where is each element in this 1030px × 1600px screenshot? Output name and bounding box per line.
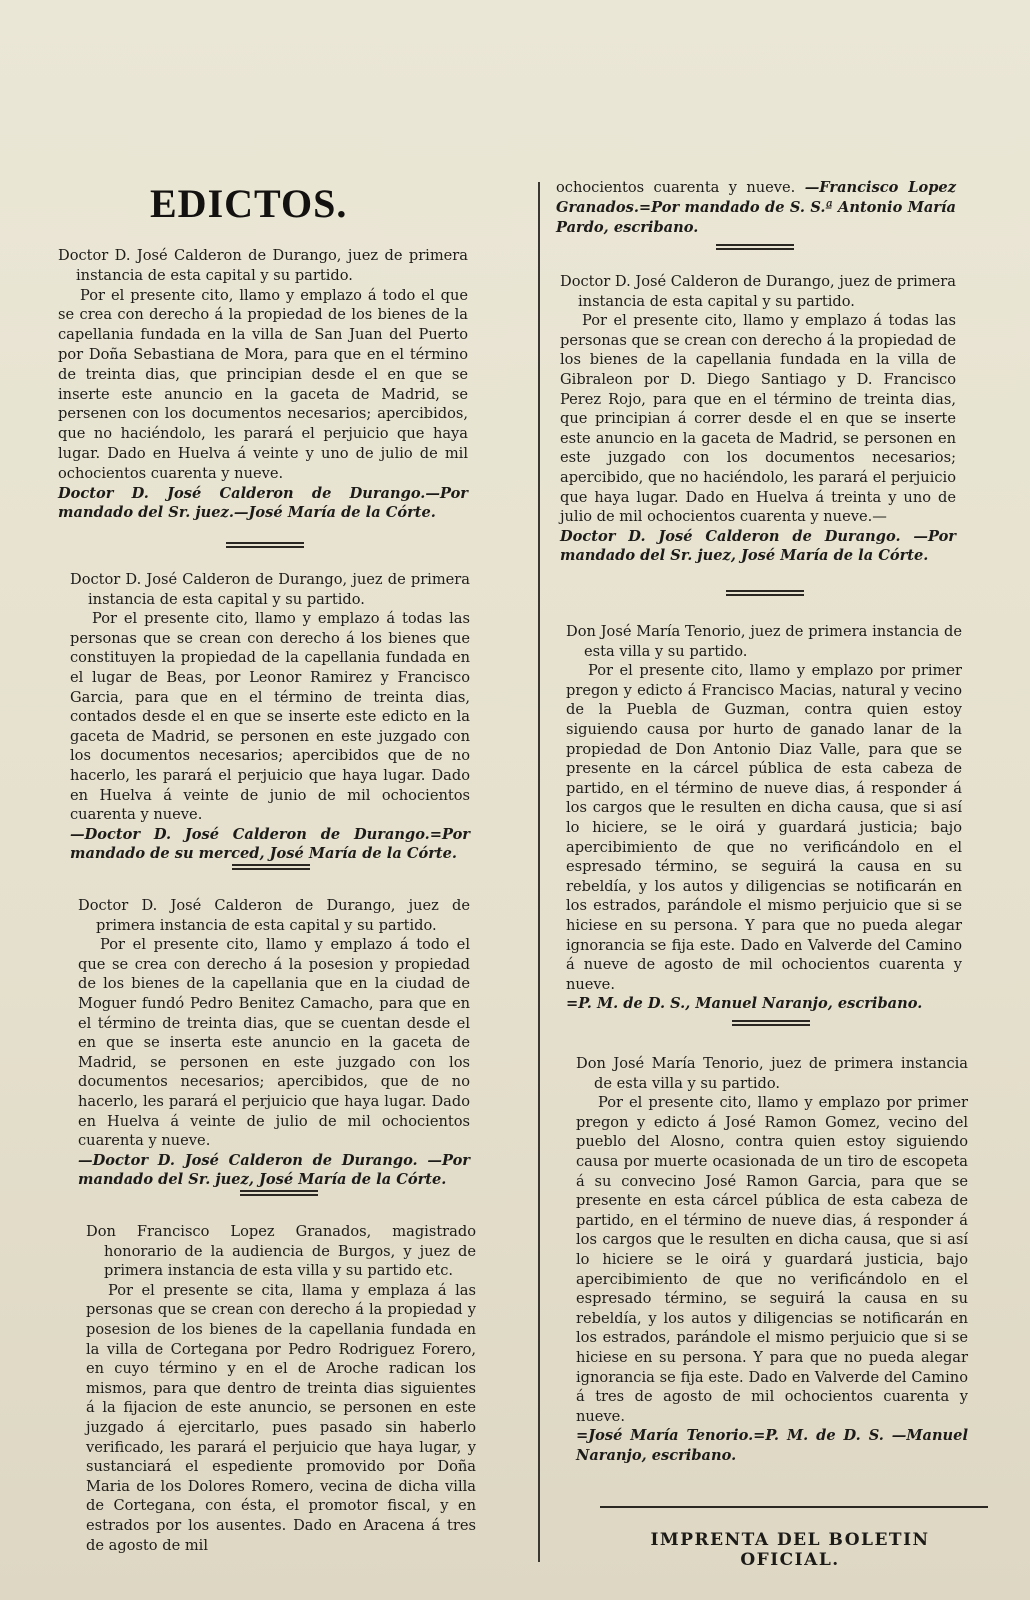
edict-body: Por el presente cito, llamo y emplazo á todo el que se crea con derecho á la posesion y propiedad de los bienes de la capellania que en la ciudad de Moguer fundó Pedro Benitez Camacho, para que en el término de treinta dias, que se cuentan desde el en que se inserta este anuncio en la gaceta de Madrid, se personen en este juzgado con los documentos necesarios; apercibidos, que de no hacerlo, les parará el perjuicio que haya lugar. Dado en Huelva á veinte de julio de mil ochocientos cuarenta y nueve.: [78, 936, 470, 1150]
edict-left-3: [78, 896, 470, 1190]
edict-signature: Doctor D. José Calderon de Durango. —Por mandado del Sr. juez, José María de la Córte.: [560, 527, 956, 565]
edict-intro: Don José María Tenorio, juez de primera instancia de esta villa y su partido.: [566, 623, 962, 660]
edict-intro: Doctor D. José Calderon de Durango, juez de primera instancia de esta capital y su partido.: [70, 571, 470, 608]
edict-intro: Doctor D. José Calderon de Durango, juez de primera instancia de esta capital y su partido.: [78, 897, 470, 934]
edict-right-3: [566, 622, 962, 1014]
edict-body: Por el presente cito, llamo y emplazo por primer pregon y edicto á Francisco Macias, natural y vecino de la Puebla de Guzman, contra quien estoy siguiendo causa por hurto de ganado lanar de la propiedad de Don Antonio Diaz Valle, para que se presente en la cárcel pública de esta cabeza de partido, en el término de nueve dias, á responder á los cargos que le resulten en dicha causa, que si así lo hiciere, se le oirá y guardará justicia; bajo apercibimiento de que no verificándolo en el espresado término, se seguirá la causa en su rebeldía, y los autos y diligencias se notificarán en los estrados, parándole el mismo perjuicio que si se hiciese en su persona. Y para que no pueda alegar ignorancia se fija este. Dado en Valverde del Camino á nueve de agosto de mil ochocientos cuarenta y nueve.: [566, 662, 962, 993]
section-rule: [232, 864, 310, 870]
edict-left-1: [58, 246, 468, 523]
edict-intro: Doctor D. José Calderon de Durango, juez de primera instancia de esta capital y su partido.: [58, 247, 468, 284]
edict-intro: Don Francisco Lopez Granados, magistrado honorario de la audiencia de Burgos, y juez de primera instancia de esta villa y su partido etc.: [86, 1223, 476, 1280]
edict-signature: Doctor D. José Calderon de Durango.—Por mandado del Sr. juez.—José María de la Córte.: [58, 484, 468, 522]
section-rule: [716, 244, 794, 250]
edict-left-4: [86, 1222, 476, 1555]
edict-signature: —Francisco Lopez Granados.=Por mandado de S. S.ª Antonio María Pardo, escribano.: [556, 179, 956, 236]
printer-imprint: IMPRENTA DEL BOLETIN OFICIAL.: [650, 1530, 930, 1570]
footer-rule: [600, 1506, 988, 1508]
edict-intro: Doctor D. José Calderon de Durango, juez de primera instancia de esta capital y su partido.: [560, 273, 956, 310]
edict-signature: —Doctor D. José Calderon de Durango.=Por mandado de su merced, José María de la Córte.: [70, 825, 470, 863]
section-rule: [240, 1190, 318, 1196]
edict-body: [556, 178, 956, 237]
edict-body-text: ochocientos cuarenta y nueve.: [556, 179, 796, 196]
edict-signature: =José María Tenorio.=P. M. de D. S. —Manuel Naranjo, escribano.: [576, 1427, 968, 1464]
edict-right-1: [556, 178, 956, 237]
section-rule: [226, 542, 304, 548]
edict-body: Por el presente cito, llamo y emplazo á todas las personas que se crean con derecho á la propiedad de los bienes de la capellania fundada en la villa de Gibraleon por D. Diego Santiago y D. Francisco Perez Rojo, para que en el término de treinta dias, que principian á correr desde el en que se inserte este anuncio en la gaceta de Madrid, se personen en este juzgado con los documentos necesarios; apercibido, que no haciéndolo, les parará el perjuicio que haya lugar. Dado en Huelva á treinta y uno de julio de mil ochocientos cuarenta y nueve.—: [560, 312, 956, 526]
edict-body: Por el presente cito, llamo y emplazo á todas las personas que se crean con derecho á los bienes que constituyen la propiedad de la capellania fundada en el lugar de Beas, por Leonor Ramirez y Francisco Garcia, para que en el término de treinta dias, contados desde el en que se inserte este edicto en la gaceta de Madrid, se personen en este juzgado con los documentos necesarios; apercibidos que de no hacerlo, les parará el perjuicio que haya lugar. Dado en Huelva á veinte de junio de mil ochocientos cuarenta y nueve.: [70, 610, 470, 824]
section-rule: [726, 590, 804, 596]
edict-right-2: [560, 272, 956, 566]
edict-intro: Don José María Tenorio, juez de primera instancia de esta villa y su partido.: [576, 1055, 968, 1092]
column-divider: [538, 182, 540, 1562]
edict-body: Por el presente se cita, llama y emplaza á las personas que se crean con derecho á la propiedad y posesion de los bienes de la capellania fundada en la villa de Cortegana por Pedro Rodriguez Forero, en cuyo término y en el de Aroche radican los mismos, para que dentro de treinta dias siguientes á la fijacion de este anuncio, se personen en este juzgado á ejercitarlo, pues pasado sin haberlo verificado, les parará el perjuicio que haya lugar, y sustanciará el espediente promovido por Doña Maria de los Dolores Romero, vecina de dicha villa de Cortegana, con ésta, el promotor fiscal, y en estrados por los ausentes. Dado en Aracena á tres de agosto de mil: [86, 1281, 476, 1554]
edict-left-2: [70, 570, 470, 864]
edict-right-4: [576, 1054, 968, 1465]
section-rule: [732, 1020, 810, 1026]
edict-body: Por el presente cito, llamo y emplazo á todo el que se crea con derecho á la propiedad de los bienes de la capellania fundada en la villa de San Juan del Puerto por Doña Sebastiana de Mora, para que en el término de treinta dias, que principian desde el en que se inserte este anuncio en la gaceta de Madrid, se persenen con los documentos necesarios; apercibidos, que no haciéndolo, les parará el perjuicio que haya lugar. Dado en Huelva á veinte y uno de julio de mil ochocientos cuarenta y nueve.: [58, 286, 468, 482]
edict-body: Por el presente cito, llamo y emplazo por primer pregon y edicto á José Ramon Gomez, vecino del pueblo del Alosno, contra quien estoy siguiendo causa por muerte ocasionada de un tiro de escopeta á su convecino José Ramon Garcia, para que se presente en esta cárcel pública de esta cabeza de partido, en el término de nueve dias, á responder á los cargos que le resulten en dicha causa, que si así lo hiciere se le oirá y guardará justicia, bajo apercibimiento de que no verificándolo en el espresado término, se seguirá la causa en su rebeldía, y los autos y diligencias se notificarán en los estrados, parándole el mismo perjuicio que si se hiciese en su persona. Y para que no pueda alegar ignorancia se fija este. Dado en Valverde del Camino á tres de agosto de mil ochocientos cuarenta y nueve.: [576, 1094, 968, 1425]
page-title: EDICTOS.: [150, 181, 348, 226]
edict-signature: =P. M. de D. S., Manuel Naranjo, escribano.: [566, 995, 923, 1013]
edict-signature: —Doctor D. José Calderon de Durango. —Por mandado del Sr. juez, José María de la Córte.: [78, 1151, 470, 1189]
